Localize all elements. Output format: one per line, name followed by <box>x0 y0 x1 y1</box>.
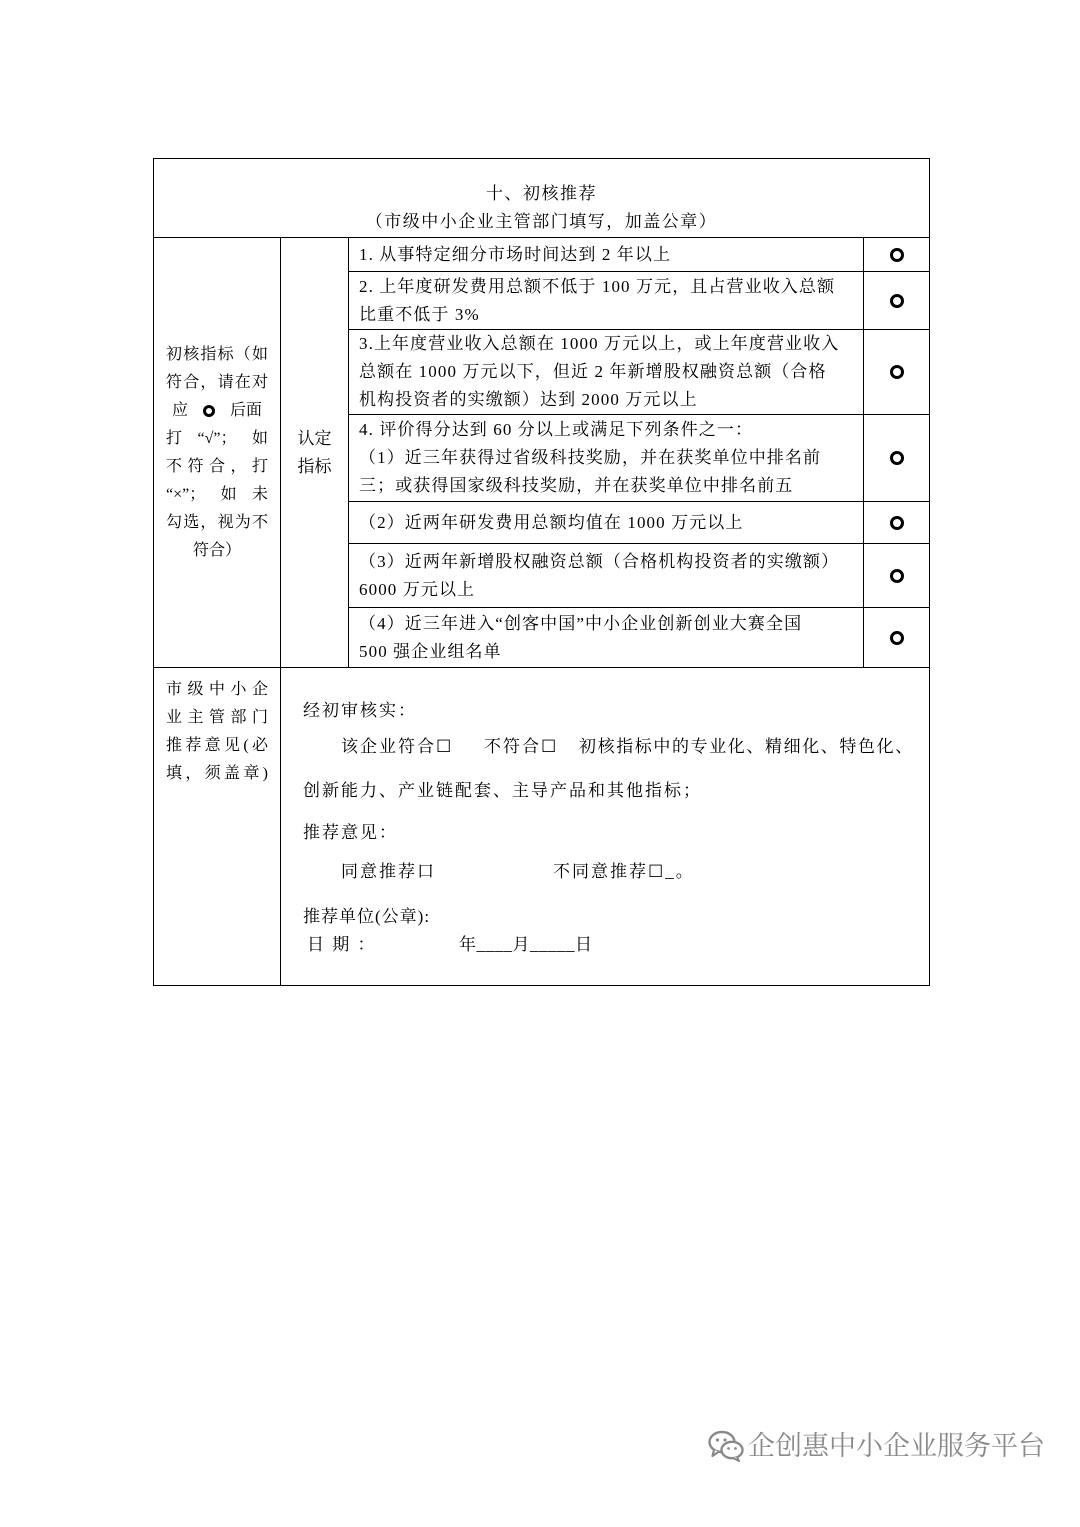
recommending-unit-label: 推荐单位(公章): <box>303 906 431 926</box>
section-header <box>154 159 930 238</box>
date-blanks[interactable]: 年____月_____日 <box>459 934 593 954</box>
recommendation-label-line: 推荐意见(必 <box>166 737 268 754</box>
criterion-3 <box>349 330 864 415</box>
category-cell <box>281 238 349 668</box>
criterion-text: （3）近两年新增股权融资总额（合格机构投资者的实缴额） <box>359 551 840 571</box>
criterion-7 <box>349 608 864 668</box>
recommendation-label-line: 市级中小企 <box>166 681 268 698</box>
category-line: 认定 <box>297 428 332 448</box>
circle-marker-icon[interactable] <box>890 451 904 465</box>
indicator-label-line: 勾选，视为不 <box>166 513 268 531</box>
criterion-text: 机构投资者的实缴额）达到 2000 万元以上 <box>359 390 698 409</box>
agree-checkbox[interactable]: 同意推荐口 <box>341 861 436 881</box>
criterion-7-mark-cell[interactable] <box>864 608 930 668</box>
disagree-checkbox[interactable]: 不同意推荐☐_。 <box>553 861 695 881</box>
criterion-text: 500 强企业组名单 <box>359 641 502 661</box>
watermark-text: 企创惠中小企业服务平台 <box>748 1431 1045 1461</box>
criterion-text: （4）近三年进入“创客中国”中小企业创新创业大赛全国 <box>359 613 803 633</box>
criterion-text: （1）近三年获得过省级科技奖励，并在获奖单位中排名前 <box>359 448 822 467</box>
criterion-4-mark-cell[interactable] <box>864 415 930 502</box>
criterion-2-mark-cell[interactable] <box>864 272 930 330</box>
criterion-row-1 <box>154 238 930 272</box>
criterion-text: 1. 从事特定细分市场时间达到 2 年以上 <box>359 244 672 264</box>
conform-checkbox[interactable]: 该企业符合☐ <box>341 736 454 756</box>
header-row <box>154 159 930 238</box>
recommendation-row <box>154 668 930 986</box>
indicator-label-line: 不符合，打 <box>166 457 268 475</box>
criterion-1 <box>349 238 864 272</box>
circle-marker-icon[interactable] <box>890 569 904 583</box>
indicator-label-cell <box>154 238 281 668</box>
conform-description: 初核指标中的专业化、精细化、特色化、 <box>579 736 914 756</box>
criterion-6-mark-cell[interactable] <box>864 544 930 608</box>
criterion-6 <box>349 544 864 608</box>
section-subtitle: （市级中小企业主管部门填写，加盖公章） <box>365 212 718 231</box>
criterion-5-mark-cell[interactable] <box>864 502 930 544</box>
indicator-label-line: 打“√”；如 <box>166 429 268 447</box>
criterion-4 <box>349 415 864 502</box>
circle-marker-icon <box>203 405 215 417</box>
criterion-text: 6000 万元以上 <box>359 579 476 599</box>
indicator-label-after: 后面 <box>229 401 262 419</box>
criterion-text: （2）近两年研发费用总额均值在 1000 万元以上 <box>359 512 744 532</box>
criterion-text: 比重不低于 3% <box>359 304 480 324</box>
section-title: 十、初核推荐 <box>486 184 597 203</box>
criterion-text: 2. 上年度研发费用总额不低于 100 万元，且占营业收入总额 <box>359 276 836 296</box>
criterion-text: 4. 评价得分达到 60 分以上或满足下列条件之一： <box>359 420 754 439</box>
circle-marker-icon[interactable] <box>890 631 904 645</box>
not-conform-checkbox[interactable]: 不符合☐ <box>484 736 559 756</box>
indicator-label-line: “×”；如未 <box>166 485 268 503</box>
recommendation-label-line: 填，须盖章) <box>166 765 268 782</box>
verify-heading: 经初审核实： <box>303 700 417 720</box>
circle-marker-icon[interactable] <box>890 294 904 308</box>
date-label: 日 期 ： <box>307 934 377 954</box>
criterion-text: 3.上年度营业收入总额在 1000 万元以上，或上年度营业收入 <box>359 334 840 353</box>
criterion-2 <box>349 272 864 330</box>
indicator-label-icon-line <box>166 397 268 425</box>
criterion-text: 总额在 1000 万元以下，但近 2 年新增股权融资总额（合格 <box>359 362 827 381</box>
recommendation-opinion <box>281 669 929 985</box>
category-line: 指标 <box>297 456 332 476</box>
circle-marker-icon[interactable] <box>890 248 904 262</box>
initial-review-form-table <box>153 158 930 986</box>
indicator-label-before: 应 <box>172 401 189 419</box>
criterion-3-mark-cell[interactable] <box>864 330 930 415</box>
wechat-icon <box>707 1430 745 1462</box>
circle-marker-icon[interactable] <box>890 516 904 530</box>
criterion-5 <box>349 502 864 544</box>
indicator-label-line: 符合） <box>192 541 241 559</box>
recommendation-label-cell <box>154 668 281 986</box>
recommendation-opinion-cell <box>281 668 930 986</box>
indicator-label-line: 初核指标（如 <box>166 345 268 363</box>
circle-marker-icon[interactable] <box>890 365 904 379</box>
conform-description-cont: 创新能力、产业链配套、主导产品和其他指标； <box>303 780 702 800</box>
opinion-heading: 推荐意见： <box>303 822 398 842</box>
criterion-1-mark-cell[interactable] <box>864 238 930 272</box>
indicator-label-line: 符合，请在对 <box>166 373 268 391</box>
criterion-text: 三；或获得国家级科技奖励，并在获奖单位中排名前五 <box>359 476 794 495</box>
recommendation-label-line: 业主管部门 <box>166 709 268 726</box>
